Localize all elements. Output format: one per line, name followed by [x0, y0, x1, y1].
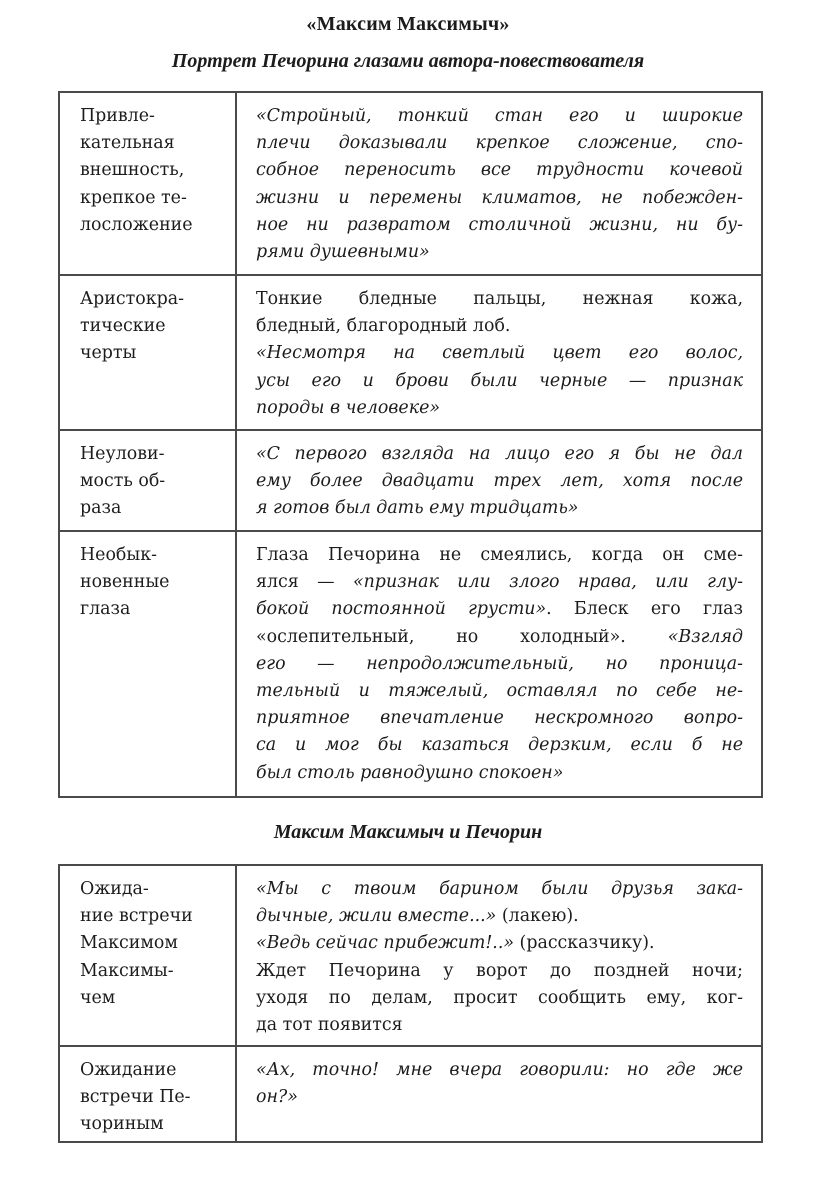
quote-text: «Мы с твоим барином были друзья зака-: [256, 879, 743, 899]
section-title-portrait: Портрет Печорина глазами автора-повествователя: [171, 50, 645, 72]
text-line: [256, 760, 743, 787]
text-line: [256, 130, 743, 157]
text-line: [256, 441, 743, 468]
table-row: [59, 92, 762, 275]
plain-text: Тонкие бледные пальцы, нежная кожа,: [256, 289, 743, 309]
row-quote: [236, 1046, 762, 1142]
label-line: мость об-: [80, 471, 166, 492]
text-line: [256, 542, 743, 569]
text-line: [256, 569, 743, 596]
text-line: [256, 930, 743, 957]
label-line: кательная: [80, 133, 175, 154]
plain-text: ялся —: [256, 572, 353, 593]
label-line: чем: [80, 987, 116, 1008]
quote-text: ему более двадцати трех лет, хотя после: [256, 471, 743, 492]
label-line: крепкое те-: [80, 187, 187, 208]
label-line: Необык-: [80, 545, 157, 565]
text-line: [256, 732, 743, 759]
row-label: [59, 275, 236, 430]
section-title-relationship: Максим Максимыч и Печорин: [273, 821, 543, 843]
plain-text: Ждет Печорина у ворот до поздней ночи;: [256, 960, 743, 981]
label-line: внешность,: [80, 160, 185, 181]
row-label: [59, 430, 236, 531]
text-line: [256, 596, 743, 623]
table-row: [59, 1046, 762, 1142]
table-row: [59, 865, 762, 1046]
label-line: глаза: [80, 599, 131, 620]
label-line: ние встречи: [80, 906, 193, 927]
label-line: Максимом: [80, 933, 178, 954]
quote-text: я готов был дать ему тридцать»: [256, 498, 579, 519]
label-line: раза: [80, 498, 122, 519]
text-line: [256, 958, 743, 985]
text-line: [256, 1084, 743, 1111]
label-line: Ожидание: [80, 1060, 177, 1080]
label-line: новенные: [80, 572, 170, 593]
text-line: [256, 985, 743, 1012]
text-line: [256, 678, 743, 705]
quote-text: «С первого взгляда на лицо его я бы не дал: [256, 444, 743, 464]
text-line: [256, 705, 743, 732]
plain-text: Глаза Печорина не смеялись, когда он сме-: [256, 545, 743, 565]
row-label: [59, 865, 236, 1046]
table-row: [59, 430, 762, 531]
row-label: [59, 1046, 236, 1142]
text-line: [256, 1012, 743, 1039]
text-line: [256, 903, 743, 930]
text-line: [256, 313, 743, 340]
quote-text: «Ведь сейчас прибежит!..»: [256, 933, 514, 954]
quote-text: «Стройный, тонкий стан его и широкие: [256, 106, 743, 126]
row-label: [59, 531, 236, 797]
plain-text: уходя по делам, просит сообщить ему, ког-: [256, 987, 743, 1008]
quote-text: «признак или злого нрава, или глу-: [352, 572, 743, 593]
label-line: Привле-: [80, 106, 155, 126]
quote-text: «Ах, точно! мне вчера говорили: но где же: [256, 1060, 743, 1080]
quote-text: породы в человеке»: [256, 397, 441, 418]
label-line: Максимы-: [80, 960, 174, 981]
quote-text: ное ни развратом столичной жизни, ни бу-: [256, 214, 743, 235]
plain-text: бледный, благородный лоб.: [256, 316, 511, 337]
text-line: [256, 157, 743, 184]
text-line: [256, 368, 743, 395]
label-line: Ожида-: [80, 879, 149, 899]
quote-text: тельный и тяжелый, оставлял по себе не-: [256, 681, 743, 702]
row-quote: [236, 92, 762, 275]
row-description: [236, 275, 762, 430]
row-quote: [236, 430, 762, 531]
portrait-table: [58, 91, 763, 798]
text-line: [256, 212, 743, 239]
text-line: [256, 651, 743, 678]
label-line: встречи Пе-: [80, 1087, 191, 1108]
quote-text: собное переносить все трудности кочевой: [256, 160, 743, 181]
quote-text: «Несмотря на светлый цвет его волос,: [256, 343, 743, 364]
plain-text: (лакею).: [496, 906, 579, 927]
text-line: [256, 340, 743, 367]
quote-text: его — непродолжительный, но проница-: [256, 653, 743, 674]
label-line: тические: [80, 316, 166, 337]
relationship-table: [58, 864, 763, 1143]
label-line: лосложение: [80, 214, 193, 235]
quote-text: был столь равнодушно спокоен»: [256, 762, 564, 783]
quote-text: плечи доказывали крепкое сложение, спо-: [256, 133, 743, 154]
page-title: «Максим Максимыч»: [306, 13, 510, 35]
table-row: [59, 275, 762, 430]
label-line: чориным: [80, 1114, 164, 1135]
label-line: Аристокра-: [80, 289, 184, 309]
quote-text: дычные, жили вместе...»: [256, 906, 497, 927]
plain-text: да тот появится: [256, 1015, 403, 1036]
table-row: [59, 531, 762, 797]
row-description: [236, 531, 762, 797]
text-line: [256, 495, 743, 522]
text-line: [256, 624, 743, 651]
text-line: [256, 185, 743, 212]
text-line: [256, 468, 743, 495]
quote-text: бокой постоянной грусти»: [256, 599, 547, 620]
plain-text: «ослепительный, но холодный».: [256, 626, 668, 647]
row-label: [59, 92, 236, 275]
label-line: Неулови-: [80, 444, 165, 464]
text-line: [256, 1057, 743, 1084]
plain-text: . Блеск его глаз: [546, 599, 743, 620]
quote-text: са и мог бы казаться дерзким, если б не: [256, 735, 743, 756]
label-line: черты: [80, 343, 137, 364]
quote-text: «Взгляд: [667, 626, 743, 647]
quote-text: он?»: [256, 1087, 298, 1108]
text-line: [256, 876, 743, 903]
text-line: [256, 286, 743, 313]
quote-text: жизни и перемены климатов, не побежден-: [256, 187, 743, 208]
text-line: [256, 395, 743, 422]
quote-text: приятное впечатление нескромного вопро-: [256, 708, 743, 729]
quote-text: рями душевными»: [256, 242, 430, 263]
quote-text: усы его и брови были черные — признак: [256, 370, 743, 391]
row-description: [236, 865, 762, 1046]
plain-text: (рассказчику).: [514, 933, 655, 954]
text-line: [256, 103, 743, 130]
text-line: [256, 239, 743, 266]
